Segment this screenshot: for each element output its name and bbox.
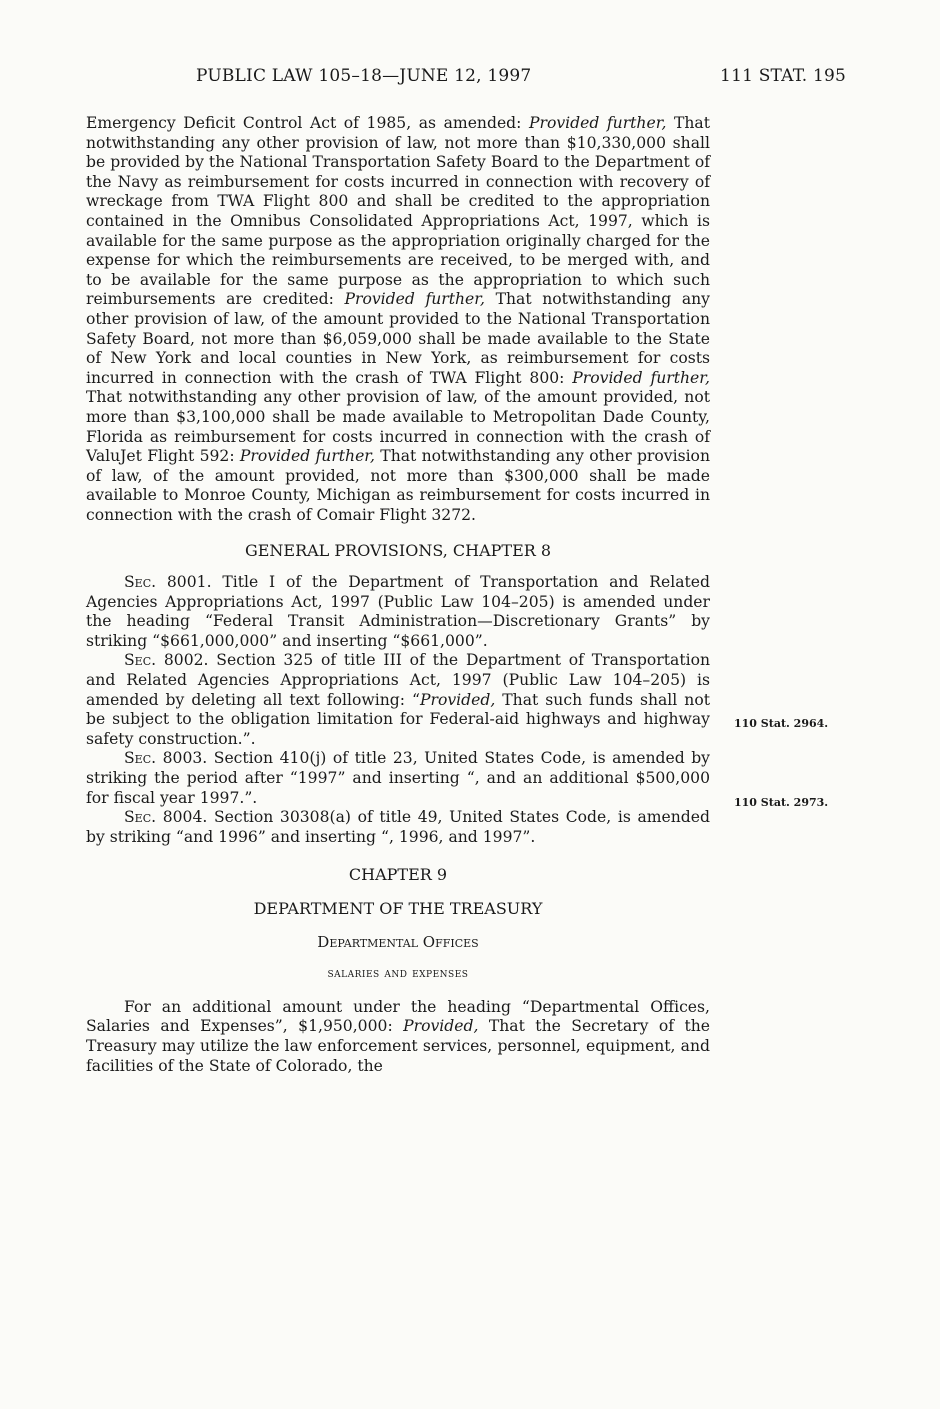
- salaries-heading: salaries and expenses: [327, 966, 469, 982]
- section-label: Sec. 8002.: [124, 651, 209, 670]
- chapter-heading: CHAPTER 9: [348, 865, 448, 885]
- section-text: That such funds shall not be subject to the obligation limitation for Federal-aid highways and highway safety construction.”.: [86, 690, 710, 748]
- section-text: Section 410(j) of title 23, United States Code, is amended by striking the period after “1997” and inserting “, and an additional $500,000 for fiscal year 1997.”.: [86, 749, 710, 807]
- italic-run: Provided further,: [529, 114, 667, 132]
- section-8002: [86, 651, 710, 749]
- italic-run: Provided,: [420, 690, 496, 709]
- section-8001: [86, 573, 710, 651]
- text-run: That notwithstanding any other provision of law, not more than $10,330,000 shall be provided by the National Transportation Safety Board to the Department of the Navy as reimbursement for costs incurred in connection with recovery of wreckage from TWA Flight 800 and shall be credited to the appropriation contained in the Omnibus Consolidated Appropriations Act, 1997, which is available for the same purpose as the appropriation originally charged for the expense for which the reimbursements are received, to be merged with, and to be available for the same purpose as the appropriation to which such reimbursements are credited:: [86, 114, 710, 309]
- section-label: Sec. 8003.: [124, 749, 208, 768]
- italic-run: Provided further,: [239, 447, 376, 466]
- italic-run: Provided further,: [572, 368, 710, 387]
- section-8004: [86, 808, 710, 847]
- document-body: [86, 114, 710, 1076]
- header-title: PUBLIC LAW 105–18—JUNE 12, 1997: [196, 66, 532, 86]
- marginal-note-8002: 110 Stat. 2973.: [734, 796, 829, 809]
- marginal-note-8001: 110 Stat. 2964.: [734, 717, 829, 730]
- section-label: Sec. 8001.: [124, 573, 212, 592]
- final-paragraph: [86, 998, 710, 1076]
- general-provisions-heading: GENERAL PROVISIONS, CHAPTER 8: [244, 541, 552, 561]
- text-run: That notwithstanding any other provision of law, of the amount provided to the National Transportation Safety Board, not more than $6,059,000 shall be made available to the State of New York and local counties in New York, as reimbursement for costs incurred in connection with the crash of TWA Flight 800:: [86, 290, 710, 387]
- italic-run: Provided further,: [344, 290, 485, 309]
- section-8003: [86, 749, 710, 808]
- section-text: Title I of the Department of Transportation and Related Agencies Appropriations Act, 1997 (Public Law 104–205) is amended under the heading “Federal Transit Administration—Discretionary Grants” by striking “$661,000,000” and inserting “$661,000”.: [86, 573, 710, 650]
- text-run: That the Secretary of the Treasury may utilize the law enforcement services, personnel, equipment, and facilities of the State of Colorado, the: [86, 1017, 710, 1075]
- text-run: Emergency Deficit Control Act of 1985, as amended:: [86, 114, 529, 132]
- italic-run: Provided,: [403, 1017, 479, 1036]
- text-run: That notwithstanding any other provision of law, of the amount provided, not more than $3,100,000 shall be made available to Metropolitan Dade County, Florida as reimbursement for costs incurred in connection with the crash of ValuJet Flight 592:: [86, 388, 710, 466]
- paragraph-continuation: [86, 114, 710, 525]
- header-stat-page: 111 STAT. 195: [720, 66, 846, 86]
- text-run: For an additional amount under the heading “Departmental Offices, Salaries and Expenses”, $1,950,000:: [86, 997, 710, 1036]
- section-label: Sec. 8004.: [124, 808, 208, 827]
- section-text: Section 325 of title III of the Department of Transportation and Related Agencies Appropriations Act, 1997 (Public Law 104–205) is amended by deleting all text following: “: [86, 651, 711, 709]
- section-text: Section 30308(a) of title 49, United States Code, is amended by striking “and 1996” and inserting “, 1996, and 1997”.: [86, 808, 710, 846]
- text-run: That notwithstanding any other provision of law, of the amount provided, not more than $300,000 shall be made available to Monroe County, Michigan as reimbursement for costs incurred in connection with the crash of Comair Flight 3272.: [86, 447, 710, 524]
- department-heading: DEPARTMENT OF THE TREASURY: [253, 898, 543, 918]
- offices-heading: Departmental Offices: [317, 932, 479, 951]
